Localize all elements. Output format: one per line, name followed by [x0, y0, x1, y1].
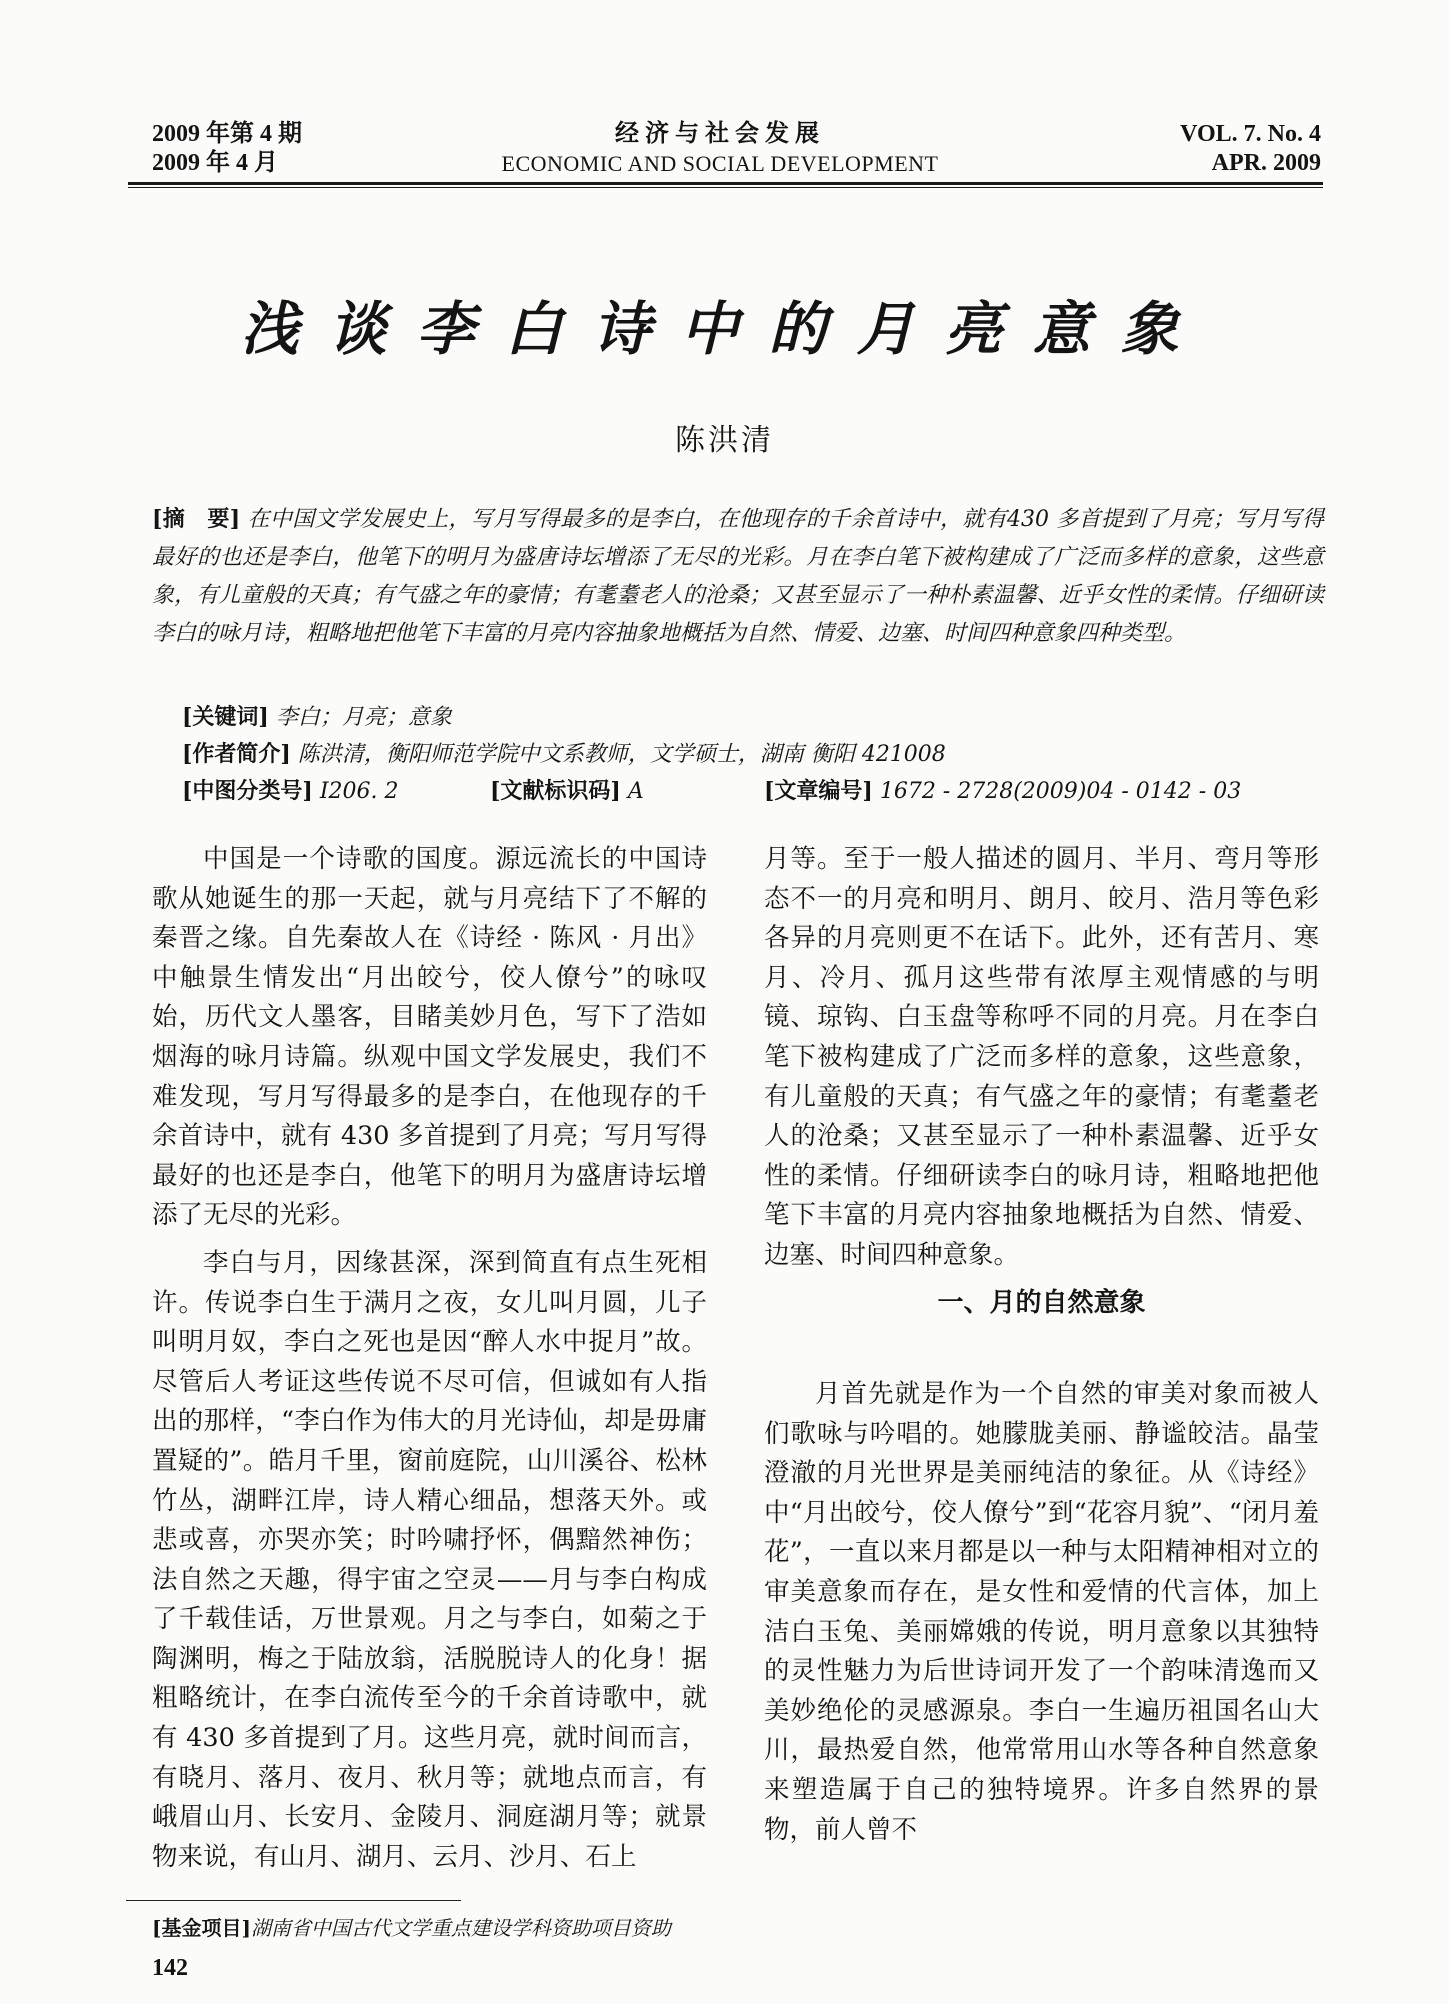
classification	[182, 776, 399, 807]
footnote-rule	[126, 1900, 461, 1901]
body-paragraph: 李白与月，因缘甚深，深到简直有点生死相许。传说李白生于满月之夜，女儿叫月圆，儿子叫明月奴，李白之死也是因“醉人水中捉月”故。尽管后人考证这些传说不尽可信，但诚如有人指出的那样，“李白作为伟大的月光诗仙，却是毋庸置疑的”。皓月千里，窗前庭院，山川溪谷、松林竹丛，湖畔江岸，诗人精心细品，想落天外。或悲或喜，亦哭亦笑；时吟啸抒怀，偶黯然神伤；法自然之天趣，得宇宙之空灵——月与李白构成了千载佳话，万世景观。月之与李白，如菊之于陶渊明，梅之于陆放翁，活脱脱诗人的化身！据粗略统计，在李白流传至今的千余首诗歌中，就有 430 多首提到了月。这些月亮，就时间而言，有晓月、落月、夜月、秋月等；就地点而言，有峨眉山月、长安月、金陵月、洞庭湖月等；就景物来说，有山月、湖月、云月、沙月、石上	[152, 1247, 707, 1872]
article-number-label: [文章编号]	[764, 778, 873, 804]
header-rule	[128, 182, 1323, 185]
keywords-text: 李白；月亮；意象	[275, 705, 452, 730]
body-paragraph: 月首先就是作为一个自然的审美对象而被人们歌咏与吟唱的。她朦胧美丽、静谧皎洁。晶莹澄澈的月光世界是美丽纯洁的象征。从《诗经》中“月出皎兮，佼人僚兮”到“花容月貌”、“闭月羞花”，一直以来月都是以一种与太阳精神相对立的审美意象而存在，是女性和爱情的代言体，加上洁白玉兔、美丽嫦娥的传说，明月意象以其独特的灵性魅力为后世诗词开发了一个韵味清逸而又美妙绝伦的灵感源泉。李白一生遍历祖国名山大川，最热爱自然，他常常用山水等各种自然意象来塑造属于自己的独特境界。许多自然界的景物，前人曾不	[764, 1379, 1319, 1845]
author-bio-text: 陈洪清，衡阳师范学院中文系教师，文学硕士，湖南 衡阳 421008	[297, 742, 946, 767]
volume-number: VOL. 7. No. 4	[1180, 121, 1321, 147]
author-bio	[182, 739, 946, 770]
issue-info	[152, 120, 302, 178]
issue-date: 2009 年 4 月	[152, 150, 278, 176]
issue-number: 2009 年第 4 期	[152, 121, 302, 147]
body-right-column-bottom	[764, 1375, 1319, 1850]
document-code-label: [文献标识码]	[490, 778, 621, 804]
header-rule-thin	[128, 187, 1323, 188]
journal-name-en: ECONOMIC AND SOCIAL DEVELOPMENT	[501, 151, 939, 176]
keywords-label: [关键词]	[182, 704, 269, 730]
classification-number: I206. 2	[319, 779, 399, 804]
document-code	[490, 776, 644, 807]
abstract-text: 在中国文学发展史上，写月写得最多的是李白，在他现存的千余首诗中，就有430 多首提到了月亮；写月写得最好的也还是李白，他笔下的明月为盛唐诗坛增添了无尽的光彩。月在李白笔下被构建成了广泛而多样的意象，这些意象，有儿童般的天真；有气盛之年的豪情；有耄耋老人的沧桑；又甚至显示了一种朴素温馨、近乎女性的柔情。仔细研读李白的咏月诗，粗略地把他笔下丰富的月亮内容抽象地概括为自然、情爱、边塞、时间四种意象四种类型。	[152, 507, 1324, 646]
article-author: 陈洪清	[675, 423, 774, 458]
author-bio-label: [作者简介]	[182, 741, 291, 767]
article-number-value: 1672 - 2728(2009)04 - 0142 - 03	[879, 779, 1242, 804]
journal-name-cn: 经济与社会发展	[615, 121, 825, 147]
body-left-column	[152, 840, 707, 1877]
section-heading: 一、月的自然意象	[937, 1288, 1146, 1318]
document-code-value: A	[627, 779, 644, 804]
abstract-label: [摘 要]	[152, 506, 241, 532]
body-right-column-top	[764, 840, 1319, 1276]
footnote-label: [基金项目]	[152, 1916, 251, 1940]
body-paragraph: 月等。至于一般人描述的圆月、半月、弯月等形态不一的月亮和明月、朗月、皎月、浩月等色彩各异的月亮则更不在话下。此外，还有苦月、寒月、冷月、孤月这些带有浓厚主观情感的与明镜、琼钩、白玉盘等称呼不同的月亮。月在李白笔下被构建成了广泛而多样的意象，这些意象，有儿童般的天真；有气盛之年的豪情；有耄耋老人的沧桑；又甚至显示了一种朴素温馨、近乎女性的柔情。仔细研读李白的咏月诗，粗略地把他笔下丰富的月亮内容抽象地概括为自然、情爱、边塞、时间四种意象。	[764, 844, 1319, 1270]
classification-label: [中图分类号]	[182, 778, 313, 804]
abstract	[152, 500, 1324, 653]
volume-date: APR. 2009	[1211, 150, 1321, 176]
body-paragraph: 中国是一个诗歌的国度。源远流长的中国诗歌从她诞生的那一天起，就与月亮结下了不解的秦晋之缘。自先秦故人在《诗经 · 陈风 · 月出》中触景生情发出“月出皎兮，佼人僚兮”的咏叹始，历代文人墨客，目睹美妙月色，写下了浩如烟海的咏月诗篇。纵观中国文学发展史，我们不难发现，写月写得最多的是李白，在他现存的千余首诗中，就有 430 多首提到了月亮；写月写得最好的也还是李白，他笔下的明月为盛唐诗坛增添了无尽的光彩。	[152, 844, 707, 1231]
journal-name	[460, 120, 980, 178]
article-title: 浅谈李白诗中的月亮意象	[240, 295, 1209, 363]
footnote	[152, 1914, 671, 1942]
article-number	[764, 776, 1241, 807]
footnote-text: 湖南省中国古代文学重点建设学科资助项目资助	[250, 1916, 671, 1940]
volume-info	[1100, 120, 1321, 178]
keywords	[182, 702, 452, 733]
page-number: 142	[152, 1955, 188, 1981]
